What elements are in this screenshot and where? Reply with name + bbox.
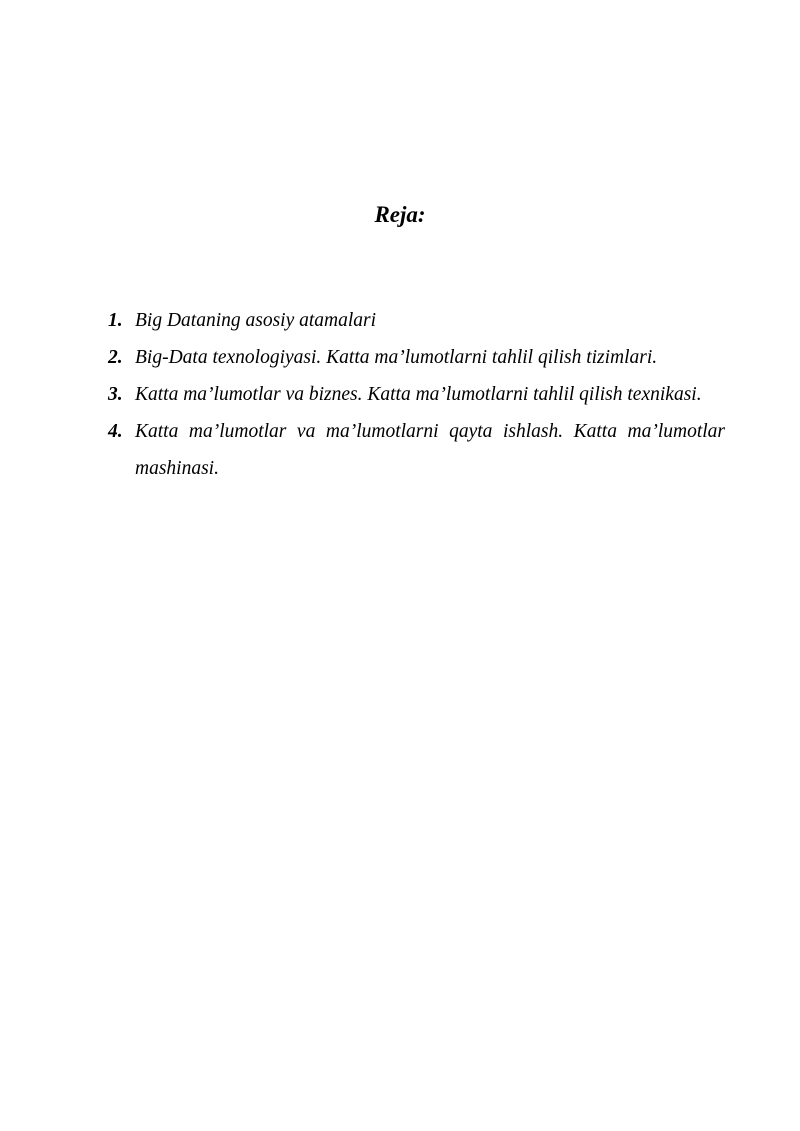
plan-item-text: Big Dataning asosiy atamalari (135, 310, 377, 331)
plan-item-number: 1. (108, 310, 123, 331)
plan-item-number: 2. (108, 347, 123, 368)
plan-item-number: 3. (108, 384, 123, 405)
plan-item-number: 4. (108, 421, 123, 442)
plan-item-text: Big-Data texnologiyasi. Katta ma’lumotlarni tahlil qilish tizimlari. (135, 347, 658, 368)
plan-item-4 (108, 413, 725, 487)
plan-item-1 (108, 302, 725, 339)
plan-item-3 (108, 376, 725, 413)
page-title: Reja: (374, 202, 426, 227)
plan-item-2 (108, 339, 725, 376)
plan-item-text: Katta ma’lumotlar va ma’lumotlarni qayta ishlash. Katta ma’lumotlar mashinasi. (135, 421, 725, 479)
plan-item-text: Katta ma’lumotlar va biznes. Katta ma’lumotlarni tahlil qilish texnikasi. (135, 384, 702, 405)
plan-list (108, 302, 725, 487)
